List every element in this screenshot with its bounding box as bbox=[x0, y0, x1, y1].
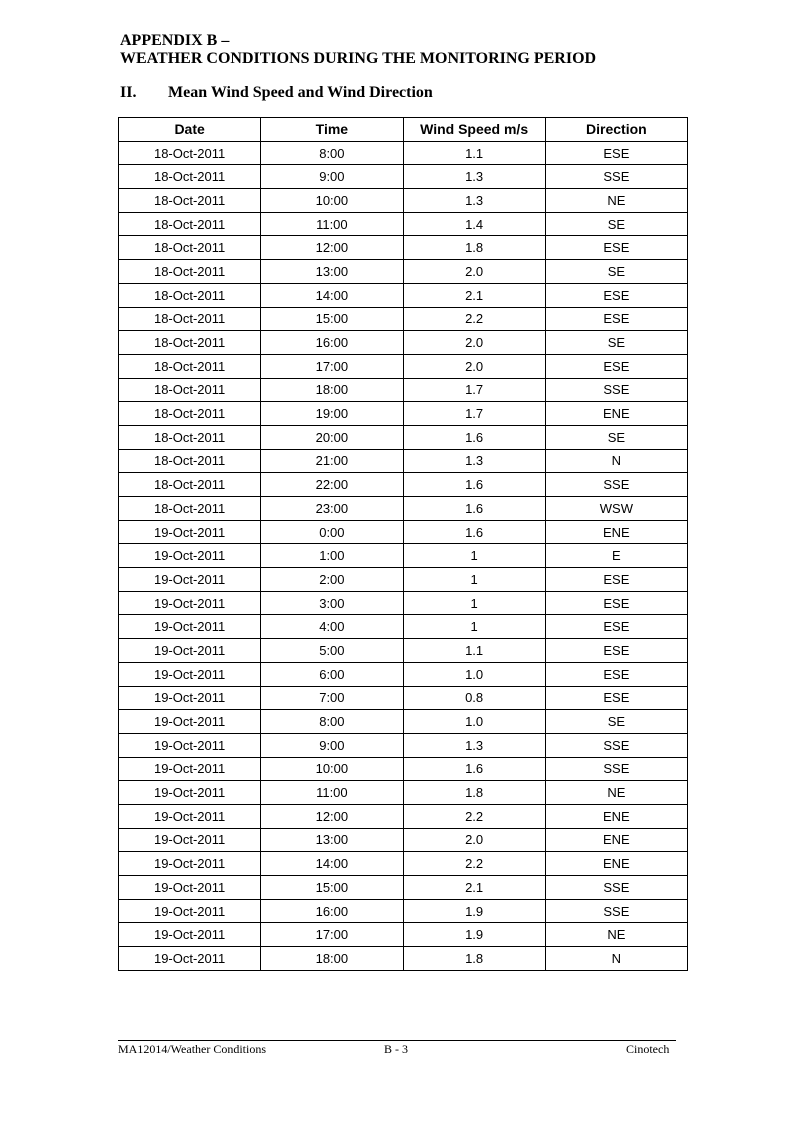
cell-time: 22:00 bbox=[261, 473, 403, 497]
cell-date: 19-Oct-2011 bbox=[119, 781, 261, 805]
cell-wind-speed: 2.0 bbox=[403, 260, 545, 284]
footer-divider bbox=[118, 1040, 676, 1041]
table-row bbox=[119, 828, 688, 852]
table-row bbox=[119, 354, 688, 378]
cell-time: 15:00 bbox=[261, 307, 403, 331]
cell-wind-speed: 1.8 bbox=[403, 781, 545, 805]
footer-document-ref: MA12014/Weather Conditions bbox=[118, 1042, 267, 1056]
column-header-time: Time bbox=[261, 118, 403, 142]
section-number: II. bbox=[120, 84, 137, 101]
table-row bbox=[119, 473, 688, 497]
cell-time: 11:00 bbox=[261, 781, 403, 805]
cell-time: 7:00 bbox=[261, 686, 403, 710]
table-row bbox=[119, 497, 688, 521]
table-row bbox=[119, 899, 688, 923]
cell-direction: SE bbox=[545, 260, 687, 284]
cell-date: 18-Oct-2011 bbox=[119, 354, 261, 378]
cell-time: 13:00 bbox=[261, 260, 403, 284]
cell-direction: ENE bbox=[545, 804, 687, 828]
cell-wind-speed: 1.3 bbox=[403, 165, 545, 189]
cell-date: 18-Oct-2011 bbox=[119, 141, 261, 165]
cell-direction: NE bbox=[545, 189, 687, 213]
cell-date: 19-Oct-2011 bbox=[119, 923, 261, 947]
cell-time: 20:00 bbox=[261, 425, 403, 449]
cell-wind-speed: 1.6 bbox=[403, 425, 545, 449]
cell-direction: N bbox=[545, 947, 687, 971]
cell-direction: ESE bbox=[545, 307, 687, 331]
cell-direction: SSE bbox=[545, 876, 687, 900]
cell-wind-speed: 1.0 bbox=[403, 662, 545, 686]
table-row bbox=[119, 710, 688, 734]
cell-direction: ESE bbox=[545, 662, 687, 686]
table-row bbox=[119, 402, 688, 426]
cell-direction: SE bbox=[545, 212, 687, 236]
appendix-subtitle: WEATHER CONDITIONS DURING THE MONITORING PERIOD bbox=[120, 50, 597, 67]
table-row bbox=[119, 591, 688, 615]
cell-direction: ESE bbox=[545, 141, 687, 165]
table-row bbox=[119, 876, 688, 900]
cell-wind-speed: 2.2 bbox=[403, 307, 545, 331]
cell-time: 18:00 bbox=[261, 378, 403, 402]
cell-time: 15:00 bbox=[261, 876, 403, 900]
wind-table bbox=[118, 117, 688, 971]
appendix-heading bbox=[120, 32, 596, 68]
table-row bbox=[119, 544, 688, 568]
cell-date: 18-Oct-2011 bbox=[119, 331, 261, 355]
cell-time: 16:00 bbox=[261, 899, 403, 923]
cell-date: 18-Oct-2011 bbox=[119, 236, 261, 260]
cell-time: 17:00 bbox=[261, 923, 403, 947]
table-row bbox=[119, 757, 688, 781]
cell-wind-speed: 1.4 bbox=[403, 212, 545, 236]
cell-date: 18-Oct-2011 bbox=[119, 165, 261, 189]
cell-date: 18-Oct-2011 bbox=[119, 402, 261, 426]
table-row bbox=[119, 425, 688, 449]
cell-time: 16:00 bbox=[261, 331, 403, 355]
cell-direction: ESE bbox=[545, 591, 687, 615]
cell-wind-speed: 2.2 bbox=[403, 852, 545, 876]
cell-date: 18-Oct-2011 bbox=[119, 425, 261, 449]
cell-date: 19-Oct-2011 bbox=[119, 544, 261, 568]
cell-direction: SSE bbox=[545, 378, 687, 402]
cell-date: 19-Oct-2011 bbox=[119, 520, 261, 544]
cell-wind-speed: 1 bbox=[403, 615, 545, 639]
cell-direction: ENE bbox=[545, 402, 687, 426]
table-row bbox=[119, 236, 688, 260]
cell-time: 9:00 bbox=[261, 733, 403, 757]
cell-date: 19-Oct-2011 bbox=[119, 876, 261, 900]
table-row bbox=[119, 947, 688, 971]
cell-direction: ESE bbox=[545, 283, 687, 307]
cell-direction: NE bbox=[545, 781, 687, 805]
table-row bbox=[119, 449, 688, 473]
cell-wind-speed: 1.8 bbox=[403, 947, 545, 971]
table-row bbox=[119, 733, 688, 757]
cell-direction: ESE bbox=[545, 686, 687, 710]
cell-time: 18:00 bbox=[261, 947, 403, 971]
cell-wind-speed: 1.1 bbox=[403, 141, 545, 165]
section-title: Mean Wind Speed and Wind Direction bbox=[168, 84, 433, 101]
cell-time: 12:00 bbox=[261, 236, 403, 260]
cell-wind-speed: 1.8 bbox=[403, 236, 545, 260]
cell-direction: ENE bbox=[545, 852, 687, 876]
cell-wind-speed: 1.7 bbox=[403, 402, 545, 426]
cell-direction: SSE bbox=[545, 899, 687, 923]
cell-time: 6:00 bbox=[261, 662, 403, 686]
cell-wind-speed: 2.0 bbox=[403, 354, 545, 378]
cell-wind-speed: 2.0 bbox=[403, 331, 545, 355]
cell-date: 19-Oct-2011 bbox=[119, 686, 261, 710]
cell-direction: ENE bbox=[545, 520, 687, 544]
table-row bbox=[119, 260, 688, 284]
cell-date: 19-Oct-2011 bbox=[119, 568, 261, 592]
cell-direction: SE bbox=[545, 425, 687, 449]
cell-time: 9:00 bbox=[261, 165, 403, 189]
cell-time: 13:00 bbox=[261, 828, 403, 852]
cell-date: 19-Oct-2011 bbox=[119, 947, 261, 971]
table-row bbox=[119, 781, 688, 805]
cell-direction: SSE bbox=[545, 165, 687, 189]
cell-wind-speed: 1 bbox=[403, 568, 545, 592]
cell-time: 23:00 bbox=[261, 497, 403, 521]
cell-time: 5:00 bbox=[261, 639, 403, 663]
cell-date: 18-Oct-2011 bbox=[119, 307, 261, 331]
table-row bbox=[119, 189, 688, 213]
table-row bbox=[119, 141, 688, 165]
cell-direction: ESE bbox=[545, 354, 687, 378]
cell-wind-speed: 1.3 bbox=[403, 189, 545, 213]
cell-date: 19-Oct-2011 bbox=[119, 899, 261, 923]
appendix-title: APPENDIX B – bbox=[120, 32, 230, 49]
cell-direction: SSE bbox=[545, 733, 687, 757]
table-row bbox=[119, 568, 688, 592]
cell-date: 18-Oct-2011 bbox=[119, 378, 261, 402]
cell-time: 3:00 bbox=[261, 591, 403, 615]
cell-date: 18-Oct-2011 bbox=[119, 283, 261, 307]
cell-wind-speed: 1 bbox=[403, 591, 545, 615]
cell-wind-speed: 1.3 bbox=[403, 449, 545, 473]
cell-direction: SSE bbox=[545, 473, 687, 497]
table-row bbox=[119, 378, 688, 402]
column-header-wind-speed: Wind Speed m/s bbox=[403, 118, 545, 142]
cell-wind-speed: 1.9 bbox=[403, 923, 545, 947]
cell-direction: E bbox=[545, 544, 687, 568]
cell-date: 19-Oct-2011 bbox=[119, 852, 261, 876]
cell-wind-speed: 1.9 bbox=[403, 899, 545, 923]
cell-time: 10:00 bbox=[261, 189, 403, 213]
cell-direction: ESE bbox=[545, 615, 687, 639]
cell-direction: ENE bbox=[545, 828, 687, 852]
cell-wind-speed: 1.6 bbox=[403, 497, 545, 521]
table-row bbox=[119, 639, 688, 663]
cell-date: 19-Oct-2011 bbox=[119, 615, 261, 639]
cell-time: 21:00 bbox=[261, 449, 403, 473]
cell-time: 14:00 bbox=[261, 283, 403, 307]
cell-wind-speed: 1 bbox=[403, 544, 545, 568]
table-header-row bbox=[119, 118, 688, 142]
table-row bbox=[119, 283, 688, 307]
table-row bbox=[119, 662, 688, 686]
cell-wind-speed: 1.0 bbox=[403, 710, 545, 734]
cell-wind-speed: 1.6 bbox=[403, 520, 545, 544]
cell-time: 17:00 bbox=[261, 354, 403, 378]
cell-date: 18-Oct-2011 bbox=[119, 212, 261, 236]
cell-date: 19-Oct-2011 bbox=[119, 828, 261, 852]
cell-wind-speed: 0.8 bbox=[403, 686, 545, 710]
table-row bbox=[119, 331, 688, 355]
cell-direction: ESE bbox=[545, 639, 687, 663]
cell-wind-speed: 2.1 bbox=[403, 283, 545, 307]
cell-direction: SE bbox=[545, 710, 687, 734]
cell-date: 19-Oct-2011 bbox=[119, 591, 261, 615]
table-row bbox=[119, 615, 688, 639]
cell-date: 18-Oct-2011 bbox=[119, 189, 261, 213]
cell-time: 10:00 bbox=[261, 757, 403, 781]
table-body bbox=[119, 141, 688, 970]
cell-direction: SE bbox=[545, 331, 687, 355]
cell-date: 18-Oct-2011 bbox=[119, 497, 261, 521]
cell-direction: N bbox=[545, 449, 687, 473]
table-row bbox=[119, 686, 688, 710]
table-row bbox=[119, 923, 688, 947]
footer-company: Cinotech bbox=[626, 1042, 670, 1056]
cell-time: 8:00 bbox=[261, 710, 403, 734]
cell-wind-speed: 1.6 bbox=[403, 757, 545, 781]
cell-time: 11:00 bbox=[261, 212, 403, 236]
table-row bbox=[119, 307, 688, 331]
cell-date: 19-Oct-2011 bbox=[119, 710, 261, 734]
cell-date: 19-Oct-2011 bbox=[119, 804, 261, 828]
cell-time: 14:00 bbox=[261, 852, 403, 876]
table-row bbox=[119, 852, 688, 876]
cell-time: 2:00 bbox=[261, 568, 403, 592]
cell-time: 19:00 bbox=[261, 402, 403, 426]
cell-date: 18-Oct-2011 bbox=[119, 449, 261, 473]
cell-date: 18-Oct-2011 bbox=[119, 473, 261, 497]
cell-wind-speed: 1.7 bbox=[403, 378, 545, 402]
cell-wind-speed: 1.6 bbox=[403, 473, 545, 497]
cell-wind-speed: 1.1 bbox=[403, 639, 545, 663]
cell-date: 19-Oct-2011 bbox=[119, 757, 261, 781]
cell-wind-speed: 2.0 bbox=[403, 828, 545, 852]
section-heading bbox=[120, 84, 433, 102]
cell-date: 19-Oct-2011 bbox=[119, 733, 261, 757]
column-header-direction: Direction bbox=[545, 118, 687, 142]
footer-page-number: B - 3 bbox=[384, 1042, 408, 1056]
cell-wind-speed: 2.1 bbox=[403, 876, 545, 900]
table-row bbox=[119, 165, 688, 189]
cell-direction: ESE bbox=[545, 236, 687, 260]
cell-date: 19-Oct-2011 bbox=[119, 639, 261, 663]
cell-time: 1:00 bbox=[261, 544, 403, 568]
cell-date: 18-Oct-2011 bbox=[119, 260, 261, 284]
cell-direction: SSE bbox=[545, 757, 687, 781]
table-row bbox=[119, 520, 688, 544]
cell-time: 8:00 bbox=[261, 141, 403, 165]
column-header-date: Date bbox=[119, 118, 261, 142]
table-row bbox=[119, 212, 688, 236]
cell-wind-speed: 2.2 bbox=[403, 804, 545, 828]
table-row bbox=[119, 804, 688, 828]
cell-direction: ESE bbox=[545, 568, 687, 592]
cell-wind-speed: 1.3 bbox=[403, 733, 545, 757]
cell-date: 19-Oct-2011 bbox=[119, 662, 261, 686]
cell-time: 0:00 bbox=[261, 520, 403, 544]
cell-direction: NE bbox=[545, 923, 687, 947]
cell-time: 12:00 bbox=[261, 804, 403, 828]
cell-time: 4:00 bbox=[261, 615, 403, 639]
cell-direction: WSW bbox=[545, 497, 687, 521]
